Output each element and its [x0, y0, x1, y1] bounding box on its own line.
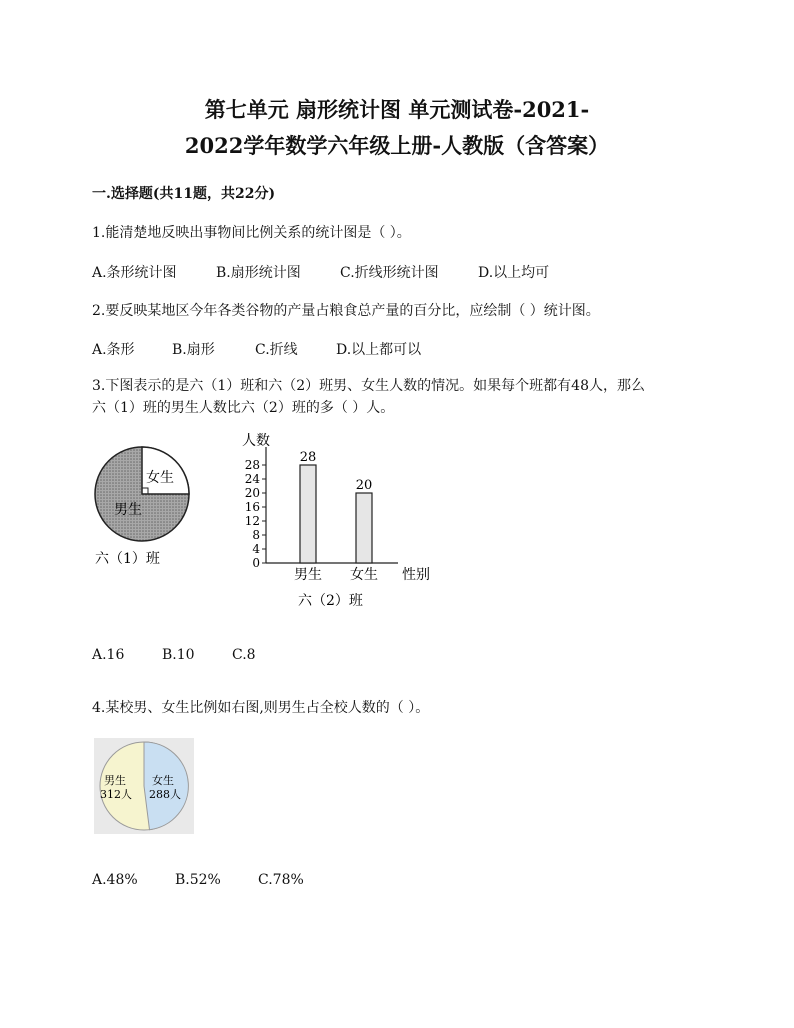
- pie-boys-label: 男生: [104, 774, 126, 787]
- q2-option-c[interactable]: C.折线: [255, 342, 298, 358]
- q3-option-c[interactable]: C.8: [232, 647, 256, 663]
- question-2-text: 2.要反映某地区今年各类谷物的产量占粮食总产量的百分比，应绘制（ ）统计图。: [92, 303, 600, 319]
- section-heading: 一.选择题(共11题，共22分): [92, 186, 276, 202]
- bar-category-label-0: 男生: [294, 567, 322, 583]
- class-6-1-pie-chart: [88, 440, 198, 570]
- pie-label-boys: 男生: [114, 502, 142, 518]
- q2-option-b[interactable]: B.扇形: [172, 342, 215, 358]
- bar-1: [356, 493, 372, 563]
- bar-data-label-1: 20: [355, 478, 373, 493]
- q1-option-c[interactable]: C.折线形统计图: [340, 265, 439, 281]
- pie-girls-label: 女生: [152, 774, 174, 787]
- y-axis-title: 人数: [242, 433, 270, 449]
- pie-caption: 六（1）班: [95, 551, 160, 567]
- question-3-line1: 3.下图表示的是六（1）班和六（2）班男、女生人数的情况。如果每个班都有48人，那么: [92, 378, 645, 394]
- x-axis-title: 性别: [402, 567, 430, 583]
- q1-option-a[interactable]: A.条形统计图: [92, 265, 177, 281]
- y-tick-label-1: 4: [252, 542, 260, 556]
- bar-category-label-1: 女生: [350, 567, 378, 583]
- q3-option-b[interactable]: B.10: [162, 647, 195, 663]
- bar-chart-caption: 六（2）班: [298, 593, 363, 609]
- question-3-line2: 六（1）班的男生人数比六（2）班的多（ ）人。: [92, 400, 395, 416]
- y-tick-label-0: 0: [252, 556, 260, 570]
- y-tick-label-6: 24: [244, 472, 260, 486]
- pie-boys-value: 312人: [100, 788, 132, 801]
- q4-option-b[interactable]: B.52%: [175, 872, 221, 888]
- y-tick-label-5: 20: [244, 486, 260, 500]
- question-4-text: 4.某校男、女生比例如右图,则男生占全校人数的（ ）。: [92, 700, 430, 716]
- y-tick-label-3: 12: [244, 514, 260, 528]
- school-gender-pie-chart: [94, 738, 194, 834]
- y-tick-label-7: 28: [244, 458, 260, 472]
- page-title-line2: 2022学年数学六年级上册-人教版（含答案）: [184, 133, 610, 158]
- class-6-2-bar-chart: [230, 425, 440, 610]
- pie-girls-value: 288人: [149, 788, 181, 801]
- page-title-line1: 第七单元 扇形统计图 单元测试卷-2021-: [204, 97, 590, 122]
- bar-data-label-0: 28: [299, 450, 317, 465]
- q3-option-a[interactable]: A.16: [92, 647, 125, 663]
- q4-option-a[interactable]: A.48%: [92, 872, 138, 888]
- q4-option-c[interactable]: C.78%: [258, 872, 304, 888]
- question-1-text: 1.能清楚地反映出事物间比例关系的统计图是（ ）。: [92, 225, 411, 241]
- y-tick-label-2: 8: [252, 528, 260, 542]
- q2-option-a[interactable]: A.条形: [92, 342, 135, 358]
- pie-label-girls: 女生: [146, 470, 174, 486]
- q1-option-d[interactable]: D.以上均可: [478, 265, 550, 281]
- y-tick-label-4: 16: [244, 500, 260, 514]
- q2-option-d[interactable]: D.以上都可以: [336, 342, 422, 358]
- q1-option-b[interactable]: B.扇形统计图: [216, 265, 301, 281]
- bar-0: [300, 465, 316, 563]
